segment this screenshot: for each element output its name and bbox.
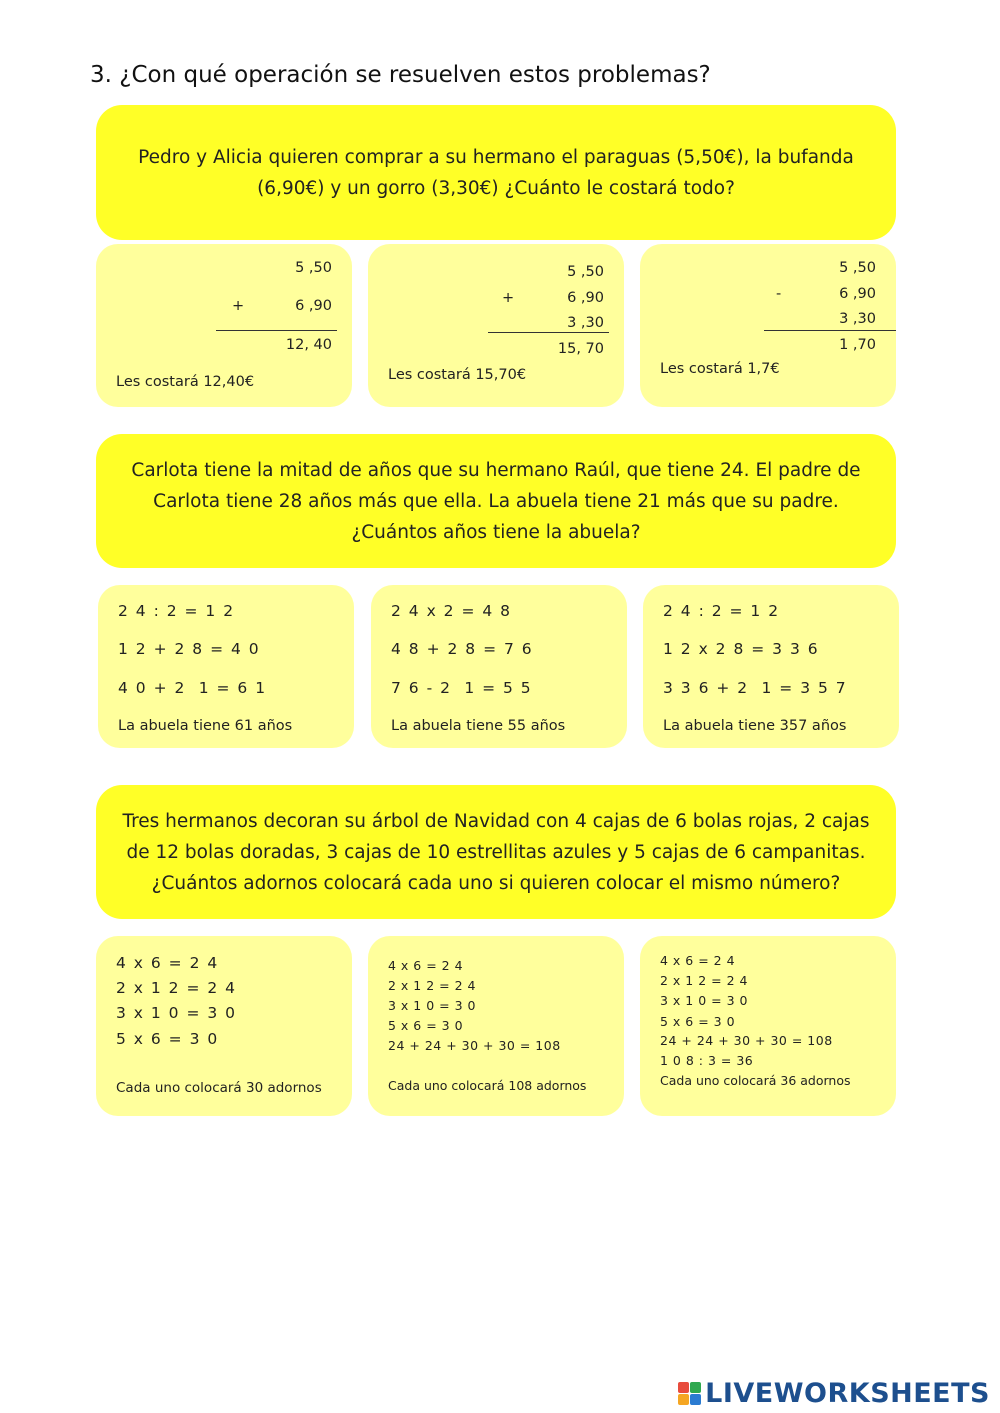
operator-sign: - bbox=[776, 286, 782, 302]
equation-line: 5 x 6 = 3 0 bbox=[660, 1014, 736, 1029]
operand-2: 6 ,90 bbox=[839, 286, 876, 302]
problem-3-option-1[interactable] bbox=[96, 936, 352, 1116]
problem-3-statement bbox=[96, 785, 896, 919]
sum-line bbox=[216, 330, 337, 331]
equation-line: 4 0 + 2 1 = 6 1 bbox=[118, 679, 267, 697]
operator-sign: + bbox=[502, 290, 515, 306]
result: 12, 40 bbox=[285, 337, 332, 353]
problem-1-option-1[interactable] bbox=[96, 244, 352, 407]
equation-line: 5 x 6 = 3 0 bbox=[388, 1018, 464, 1033]
operand-1: 5 ,50 bbox=[839, 260, 876, 276]
worksheet-title: 3. ¿Con qué operación se resuelven estos problemas? bbox=[90, 62, 711, 88]
equation-line: 4 8 + 2 8 = 7 6 bbox=[391, 640, 534, 658]
equation-line: 2 4 : 2 = 1 2 bbox=[663, 602, 780, 620]
problem-3-option-2[interactable] bbox=[368, 936, 624, 1116]
problem-2-option-3[interactable] bbox=[643, 585, 899, 748]
equation-line: 4 x 6 = 2 4 bbox=[388, 958, 464, 973]
result: 1 ,70 bbox=[839, 337, 876, 353]
answer: Cada uno colocará 108 adornos bbox=[388, 1078, 587, 1093]
logo-text: LIVEWORKSHEETS bbox=[705, 1378, 990, 1409]
answer: Les costará 1,7€ bbox=[660, 361, 780, 377]
equation-line: 3 x 1 0 = 3 0 bbox=[660, 993, 748, 1008]
equation-line: 4 x 6 = 2 4 bbox=[660, 953, 736, 968]
equation-line: 4 x 6 = 2 4 bbox=[116, 954, 219, 972]
result: 15, 70 bbox=[557, 341, 604, 357]
equation-line: 1 2 x 2 8 = 3 3 6 bbox=[663, 640, 820, 658]
answer: Les costará 12,40€ bbox=[116, 374, 255, 390]
problem-3-text: Tres hermanos decoran su árbol de Navidad con 4 cajas de 6 bolas rojas, 2 cajas de 12 bolas doradas, 3 cajas de 10 estrellitas azules y 5 cajas de 6 campanitas. ¿Cuántos adornos colocará cada uno si quieren colocar el mismo número? bbox=[122, 810, 870, 894]
problem-2-option-2[interactable] bbox=[371, 585, 627, 748]
equation-line: 24 + 24 + 30 + 30 = 108 bbox=[388, 1038, 561, 1053]
operator-sign: + bbox=[232, 298, 245, 314]
problem-1-statement bbox=[96, 105, 896, 240]
operand-3: 3 ,30 bbox=[567, 315, 604, 331]
equation-line: 5 x 6 = 3 0 bbox=[116, 1030, 219, 1048]
equation-line: 2 4 : 2 = 1 2 bbox=[118, 602, 235, 620]
equation-line: 1 0 8 : 3 = 36 bbox=[660, 1053, 754, 1068]
operand-1: 5 ,50 bbox=[295, 260, 332, 276]
operand-2: 6 ,90 bbox=[295, 298, 332, 314]
liveworksheets-logo-icon bbox=[678, 1382, 701, 1405]
operand-2: 6 ,90 bbox=[567, 290, 604, 306]
problem-2-statement bbox=[96, 434, 896, 568]
equation-line: 2 x 1 2 = 2 4 bbox=[388, 978, 476, 993]
operand-1: 5 ,50 bbox=[567, 264, 604, 280]
answer: La abuela tiene 357 años bbox=[663, 718, 847, 734]
sum-line bbox=[488, 332, 609, 333]
answer: La abuela tiene 61 años bbox=[118, 718, 293, 734]
liveworksheets-logo bbox=[678, 1378, 990, 1409]
equation-line: 2 4 x 2 = 4 8 bbox=[391, 602, 512, 620]
equation-line: 1 2 + 2 8 = 4 0 bbox=[118, 640, 261, 658]
operand-3: 3 ,30 bbox=[839, 311, 876, 327]
sum-line bbox=[764, 330, 896, 331]
equation-line: 2 x 1 2 = 2 4 bbox=[116, 979, 237, 997]
problem-1-option-3[interactable] bbox=[640, 244, 896, 407]
equation-line: 3 3 6 + 2 1 = 3 5 7 bbox=[663, 679, 848, 697]
problem-1-option-2[interactable] bbox=[368, 244, 624, 407]
problem-3-option-3[interactable] bbox=[640, 936, 896, 1116]
equation-line: 7 6 - 2 1 = 5 5 bbox=[391, 679, 533, 697]
problem-1-text: Pedro y Alicia quieren comprar a su hermano el paraguas (5,50€), la bufanda (6,90€) y un gorro (3,30€) ¿Cuánto le costará todo? bbox=[138, 146, 854, 199]
answer: Les costará 15,70€ bbox=[388, 367, 527, 383]
problem-2-option-1[interactable] bbox=[98, 585, 354, 748]
answer: La abuela tiene 55 años bbox=[391, 718, 566, 734]
equation-line: 2 x 1 2 = 2 4 bbox=[660, 973, 748, 988]
problem-2-text: Carlota tiene la mitad de años que su hermano Raúl, que tiene 24. El padre de Carlota tiene 28 años más que ella. La abuela tiene 21 más que su padre. ¿Cuántos años tiene la abuela? bbox=[131, 459, 861, 543]
equation-line: 3 x 1 0 = 3 0 bbox=[388, 998, 476, 1013]
answer: Cada uno colocará 36 adornos bbox=[660, 1073, 851, 1088]
equation-line: 3 x 1 0 = 3 0 bbox=[116, 1004, 237, 1022]
answer: Cada uno colocará 30 adornos bbox=[116, 1080, 322, 1096]
equation-line: 24 + 24 + 30 + 30 = 108 bbox=[660, 1033, 833, 1048]
